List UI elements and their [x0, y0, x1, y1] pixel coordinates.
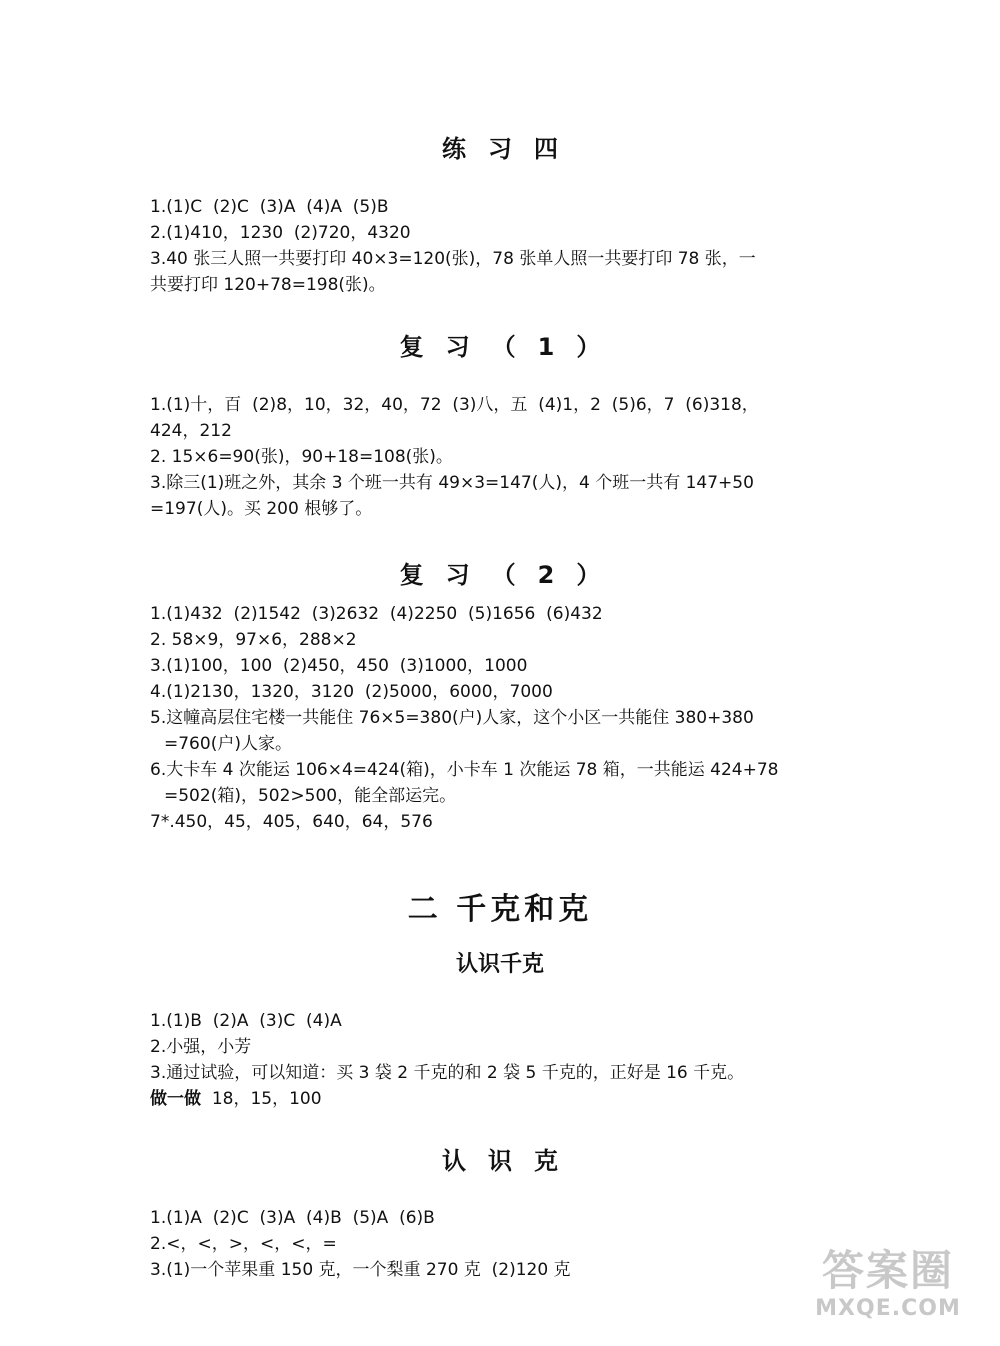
answer-line: 2.<，<，>，<，<，= [150, 1234, 337, 1254]
watermark-top-text: 答案圈 [821, 1246, 954, 1295]
section-title-renshi-qianke: 认识千克 [455, 952, 544, 977]
answer-line: 3.40 张三人照一共要打印 40×3=120(张)，78 张单人照一共要打印 78 张，一 [150, 249, 756, 269]
answer-line: 3.(1)100，100 (2)450，450 (3)1000，1000 [150, 656, 528, 676]
answer-line: 1.(1)C (2)C (3)A (4)A (5)B [150, 197, 389, 217]
answer-line: 3.(1)一个苹果重 150 克，一个梨重 270 克 (2)120 克 [150, 1260, 571, 1280]
answer-line: =502(箱)，502>500，能全部运完。 [164, 786, 457, 806]
answer-line: 1.(1)B (2)A (3)C (4)A [150, 1011, 342, 1031]
answer-line: =760(户)人家。 [164, 734, 292, 754]
answer-line: 6.大卡车 4 次能运 106×4=424(箱)，小卡车 1 次能运 78 箱，一共能运 424+78 [150, 760, 779, 780]
zuoyizuo-line [150, 1087, 860, 1111]
zuoyizuo-label: 做一做 [150, 1089, 201, 1109]
answer-line: 2.(1)410，1230 (2)720，4320 [150, 223, 411, 243]
answer-line: 3.除三(1)班之外，其余 3 个班一共有 49×3=147(人)，4 个班一共有 147+50 [150, 473, 754, 493]
answer-line: 3.通过试验，可以知道：买 3 袋 2 千克的和 2 袋 5 千克的，正好是 16 千克。 [150, 1063, 745, 1083]
answer-line: 424，212 [150, 421, 232, 441]
section-title-lianxi-si: 练习四 [442, 135, 580, 163]
watermark-logo [798, 1246, 978, 1326]
answer-line: 5.这幢高层住宅楼一共能住 76×5=380(户)人家，这个小区一共能住 380+380 [150, 708, 754, 728]
answer-line: 1.(1)十，百 (2)8，10，32，40，72 (3)八，五 (4)1，2 (5)6，7 (6)318， [150, 395, 759, 415]
section-title-fuxi-2: 复习（2） [399, 561, 623, 589]
section-title-renshi-ke: 认识克 [442, 1147, 580, 1175]
watermark-bottom-text: MXQE.COM [815, 1296, 961, 1321]
answer-line: 4.(1)2130，1320，3120 (2)5000，6000，7000 [150, 682, 553, 702]
answer-line: 7*.450，45，405，640，64，576 [150, 812, 433, 832]
answer-line: 共要打印 120+78=198(张)。 [150, 275, 386, 295]
section-title-fuxi-1: 复习（1） [399, 333, 623, 361]
answer-line: 2.小强，小芳 [150, 1037, 252, 1057]
zuoyizuo-value: 18，15，100 [211, 1089, 322, 1109]
answer-line: 1.(1)A (2)C (3)A (4)B (5)A (6)B [150, 1208, 435, 1228]
answer-line: 1.(1)432 (2)1542 (3)2632 (4)2250 (5)1656 (6)432 [150, 604, 603, 624]
chapter-title: 二 千克和克 [407, 892, 593, 927]
answer-line: 2. 15×6=90(张)，90+18=108(张)。 [150, 447, 453, 467]
answer-line: 2. 58×9，97×6，288×2 [150, 630, 357, 650]
answer-line: =197(人)。买 200 根够了。 [150, 499, 373, 519]
